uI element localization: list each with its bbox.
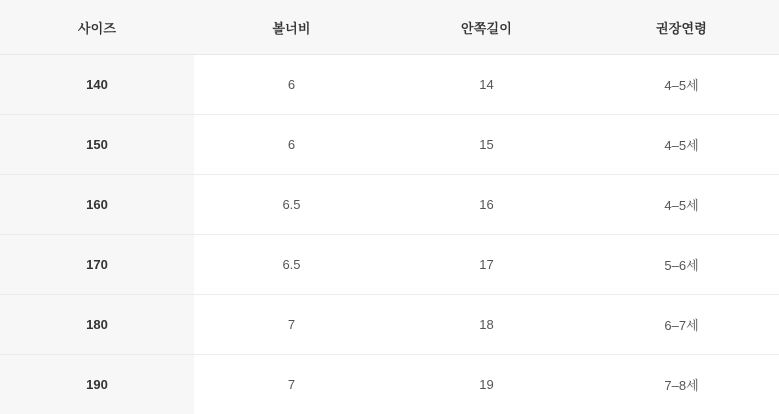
cell-width: 6.5 [194, 175, 389, 235]
cell-length: 18 [389, 295, 584, 355]
cell-width: 7 [194, 355, 389, 414]
table-header-row [0, 0, 779, 55]
cell-size: 140 [0, 55, 194, 115]
cell-size: 150 [0, 115, 194, 175]
cell-length: 14 [389, 55, 584, 115]
table-row [0, 175, 779, 235]
cell-age: 4–5세 [584, 55, 779, 115]
table-row [0, 235, 779, 295]
cell-length: 16 [389, 175, 584, 235]
column-header-length: 안쪽길이 [389, 0, 584, 55]
table-row [0, 355, 779, 414]
cell-age: 6–7세 [584, 295, 779, 355]
cell-length: 19 [389, 355, 584, 414]
column-header-width: 볼너비 [194, 0, 389, 55]
table-row [0, 295, 779, 355]
cell-width: 6.5 [194, 235, 389, 295]
cell-age: 4–5세 [584, 115, 779, 175]
cell-length: 17 [389, 235, 584, 295]
cell-size: 190 [0, 355, 194, 414]
table-row [0, 55, 779, 115]
cell-size: 160 [0, 175, 194, 235]
cell-size: 180 [0, 295, 194, 355]
cell-age: 5–6세 [584, 235, 779, 295]
table-row [0, 115, 779, 175]
cell-width: 7 [194, 295, 389, 355]
cell-width: 6 [194, 55, 389, 115]
column-header-size: 사이즈 [0, 0, 194, 55]
table-body [0, 55, 779, 414]
cell-size: 170 [0, 235, 194, 295]
cell-age: 7–8세 [584, 355, 779, 414]
cell-width: 6 [194, 115, 389, 175]
table-header [0, 0, 779, 55]
cell-age: 4–5세 [584, 175, 779, 235]
column-header-age: 권장연령 [584, 0, 779, 55]
cell-length: 15 [389, 115, 584, 175]
